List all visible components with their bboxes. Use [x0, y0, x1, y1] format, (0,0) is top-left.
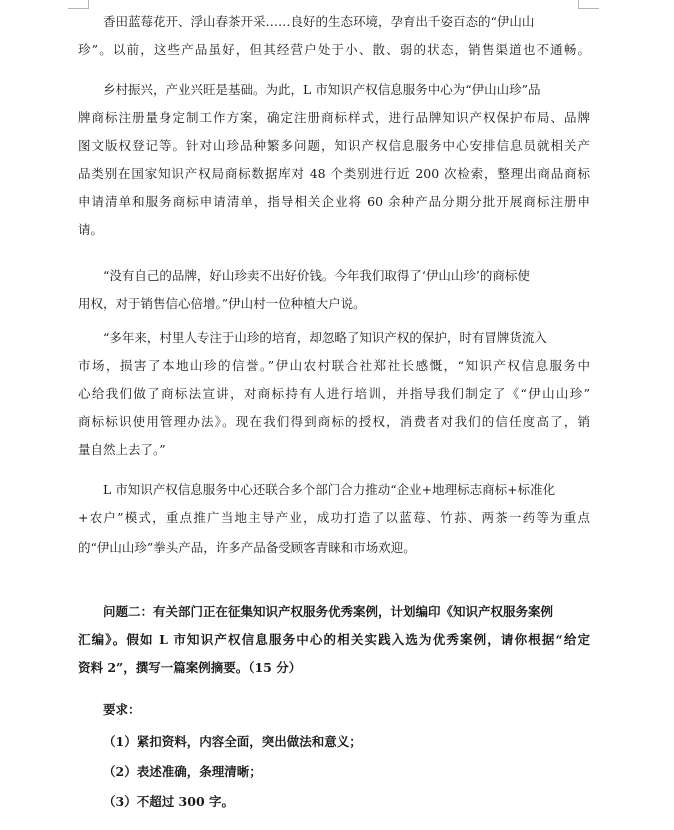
requirement-item: （2）表述准确，条理清晰； [103, 764, 262, 779]
text-line: 乡村振兴，产业兴旺是基础。为此，L 市知识产权信息服务中心为“伊山山珍”品 [103, 82, 541, 97]
text-line: 品类别在国家知识产权局商标数据库对 48 个类别进行近 200 次检索，整理出商品商标 [78, 166, 590, 181]
text-line: 的“伊山山珍”拳头产品，许多产品备受顾客青睐和市场欢迎。 [78, 540, 416, 555]
question-line: 汇编》。假如 L 市知识产权信息服务中心的相关实践入选为优秀案例，请你根据“给定 [78, 632, 590, 647]
text-line: 心给我们做了商标法宣讲，对商标持有人进行培训，并指导我们制定了《“伊山山珍” [78, 386, 590, 401]
page-corner-mark-right [578, 0, 599, 9]
text-line: 珍”。以前，这些产品虽好，但其经营户处于小、散、弱的状态，销售渠道也不通畅。 [78, 42, 590, 57]
text-line: “多年来，村里人专注于山珍的培育，却忽略了知识产权的保护，时有冒牌货流入 [103, 330, 547, 345]
text-line: “没有自己的品牌，好山珍卖不出好价钱。今年我们取得了‘伊山山珍’的商标使 [103, 268, 530, 283]
question-line: 资料 2”，撰写一篇案例摘要。（15 分） [78, 660, 302, 675]
text-line: 申请清单和服务商标申请清单，指导相关企业将 60 余种产品分期分批开展商标注册申 [78, 194, 590, 209]
text-line: +农户”模式，重点推广当地主导产业，成功打造了以蓝莓、竹荪、两茶一药等为重点 [78, 510, 590, 525]
text-line: L 市知识产权信息服务中心还联合多个部门合力推动“企业+地理标志商标+标准化 [103, 482, 556, 497]
text-line: 牌商标注册量身定制工作方案，确定注册商标样式，进行品牌知识产权保护布局、品牌 [78, 110, 590, 125]
requirement-item: （3）不超过 300 字。 [103, 794, 234, 809]
text-line: 市场，损害了本地山珍的信誉。”伊山农村联合社郑社长感慨，“知识产权信息服务中 [78, 358, 590, 373]
requirements-heading: 要求： [103, 702, 141, 717]
text-line: 请。 [78, 222, 104, 237]
text-line: 量自然上去了。” [78, 442, 166, 457]
question-line: 问题二：有关部门正在征集知识产权服务优秀案例，计划编印《知识产权服务案例 [103, 604, 554, 619]
text-line: 香田蓝莓花开、浮山春茶开采……良好的生态环境，孕育出千姿百态的“伊山山 [103, 14, 535, 29]
text-line: 商标标识使用管理办法》。现在我们得到商标的授权，消费者对我们的信任度高了，销 [78, 414, 590, 429]
text-line: 图文版权登记等。针对山珍品种繁多问题，知识产权信息服务中心安排信息员就相关产 [78, 138, 590, 153]
page-corner-mark-left [68, 0, 89, 9]
text-line: 用权，对于销售信心倍增。”伊山村一位种植大户说。 [78, 296, 366, 311]
requirement-item: （1）紧扣资料，内容全面，突出做法和意义； [103, 734, 362, 749]
